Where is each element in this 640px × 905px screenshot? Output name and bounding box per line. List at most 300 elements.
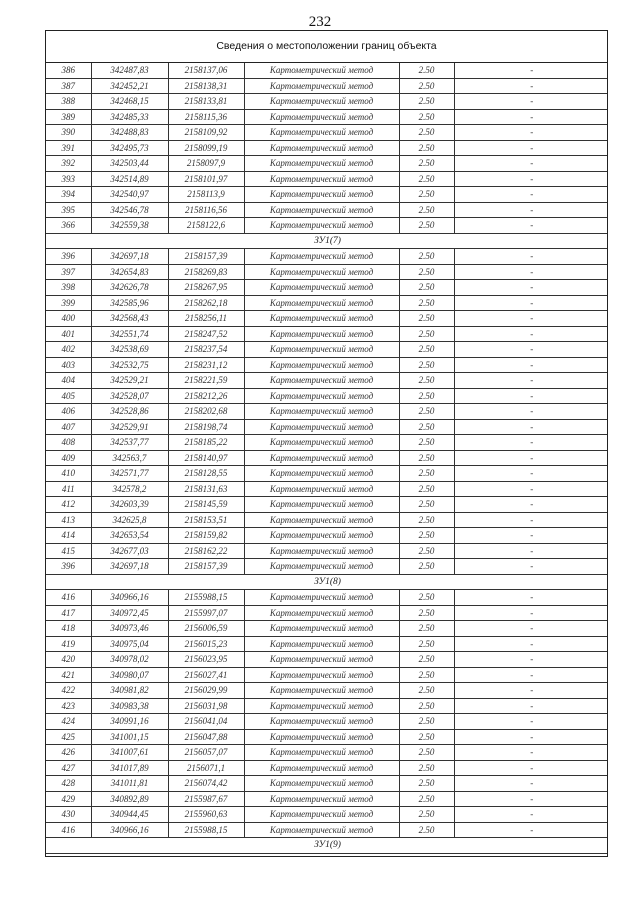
accuracy-cell: 2.50 [399,187,454,203]
y-coordinate-cell: 2156041,04 [168,714,244,730]
description-cell: - [454,822,608,838]
table-row [46,373,608,389]
section-row [46,838,608,854]
point-number-cell: 426 [46,745,91,761]
y-coordinate-cell: 2156006,59 [168,621,244,637]
point-number-cell: 386 [46,63,91,78]
y-coordinate-cell: 2156029,99 [168,683,244,699]
table-row [46,481,608,497]
description-cell: - [454,171,608,187]
y-coordinate-cell: 2155997,07 [168,605,244,621]
table-row [46,109,608,125]
method-cell: Картометрический метод [244,667,399,683]
accuracy-cell: 2.50 [399,822,454,838]
x-coordinate-cell: 340975,04 [91,636,168,652]
y-coordinate-cell: 2156015,23 [168,636,244,652]
description-cell: - [454,543,608,559]
method-cell: Картометрический метод [244,156,399,172]
y-coordinate-cell: 2158099,19 [168,140,244,156]
accuracy-cell: 2.50 [399,125,454,141]
table-row [46,605,608,621]
table-row [46,419,608,435]
y-coordinate-cell: 2158162,22 [168,543,244,559]
x-coordinate-cell: 342485,33 [91,109,168,125]
method-cell: Картометрический метод [244,636,399,652]
table-row [46,590,608,606]
description-cell: - [454,419,608,435]
table-row [46,435,608,451]
description-cell: - [454,466,608,482]
point-number-cell: 400 [46,311,91,327]
section-row [46,233,608,249]
x-coordinate-cell: 342568,43 [91,311,168,327]
description-cell: - [454,667,608,683]
point-number-cell: 402 [46,342,91,358]
method-cell: Картометрический метод [244,419,399,435]
point-number-cell: 405 [46,388,91,404]
method-cell: Картометрический метод [244,357,399,373]
description-cell: - [454,729,608,745]
point-number-cell: 366 [46,218,91,234]
table-row [46,559,608,575]
method-cell: Картометрический метод [244,590,399,606]
method-cell: Картометрический метод [244,311,399,327]
point-number-cell: 421 [46,667,91,683]
method-cell: Картометрический метод [244,94,399,110]
y-coordinate-cell: 2156071,1 [168,760,244,776]
table-row [46,404,608,420]
description-cell: - [454,450,608,466]
accuracy-cell: 2.50 [399,109,454,125]
point-number-cell: 422 [46,683,91,699]
y-coordinate-cell: 2155960,63 [168,807,244,823]
y-coordinate-cell: 2158157,39 [168,559,244,575]
description-cell: - [454,559,608,575]
y-coordinate-cell: 2155988,15 [168,822,244,838]
x-coordinate-cell: 341017,89 [91,760,168,776]
accuracy-cell: 2.50 [399,497,454,513]
method-cell: Картометрический метод [244,218,399,234]
accuracy-cell: 2.50 [399,295,454,311]
y-coordinate-cell: 2158140,97 [168,450,244,466]
y-coordinate-cell: 2158221,59 [168,373,244,389]
point-number-cell: 417 [46,605,91,621]
x-coordinate-cell: 340983,38 [91,698,168,714]
table-row [46,249,608,265]
point-number-cell: 396 [46,559,91,575]
table-row [46,78,608,94]
point-number-cell: 427 [46,760,91,776]
description-cell: - [454,342,608,358]
page-number: 232 [308,14,332,30]
method-cell: Картометрический метод [244,497,399,513]
x-coordinate-cell: 341007,61 [91,745,168,761]
x-coordinate-cell: 340973,46 [91,621,168,637]
point-number-cell: 397 [46,264,91,280]
accuracy-cell: 2.50 [399,729,454,745]
description-cell: - [454,373,608,389]
table-row [46,466,608,482]
table-row [46,667,608,683]
x-coordinate-cell: 342528,07 [91,388,168,404]
description-cell: - [454,698,608,714]
description-cell: - [454,497,608,513]
description-cell: - [454,636,608,652]
y-coordinate-cell: 2158157,39 [168,249,244,265]
point-number-cell: 429 [46,791,91,807]
x-coordinate-cell: 342495,73 [91,140,168,156]
point-number-cell: 419 [46,636,91,652]
description-cell: - [454,218,608,234]
y-coordinate-cell: 2158145,59 [168,497,244,513]
description-cell: - [454,94,608,110]
table-row [46,760,608,776]
y-coordinate-cell: 2156074,42 [168,776,244,792]
table-row [46,218,608,234]
x-coordinate-cell: 342452,21 [91,78,168,94]
x-coordinate-cell: 340991,16 [91,714,168,730]
table-row [46,280,608,296]
accuracy-cell: 2.50 [399,714,454,730]
description-cell: - [454,156,608,172]
method-cell: Картометрический метод [244,652,399,668]
x-coordinate-cell: 340944,45 [91,807,168,823]
description-cell: - [454,760,608,776]
method-cell: Картометрический метод [244,125,399,141]
description-cell: - [454,714,608,730]
table-row [46,125,608,141]
x-coordinate-cell: 342503,44 [91,156,168,172]
point-number-cell: 412 [46,497,91,513]
method-cell: Картометрический метод [244,481,399,497]
coordinates-table-body [46,63,608,853]
point-number-cell: 423 [46,698,91,714]
point-number-cell: 413 [46,512,91,528]
table-row [46,357,608,373]
y-coordinate-cell: 2158133,81 [168,94,244,110]
table-row [46,156,608,172]
table-row [46,512,608,528]
y-coordinate-cell: 2158198,74 [168,419,244,435]
accuracy-cell: 2.50 [399,590,454,606]
point-number-cell: 407 [46,419,91,435]
method-cell: Картометрический метод [244,109,399,125]
y-coordinate-cell: 2156047,88 [168,729,244,745]
table-row [46,776,608,792]
table-row [46,311,608,327]
accuracy-cell: 2.50 [399,388,454,404]
method-cell: Картометрический метод [244,404,399,420]
description-cell: - [454,326,608,342]
accuracy-cell: 2.50 [399,63,454,78]
x-coordinate-cell: 342563,7 [91,450,168,466]
coordinates-table [46,63,608,854]
point-number-cell: 392 [46,156,91,172]
method-cell: Картометрический метод [244,512,399,528]
accuracy-cell: 2.50 [399,621,454,637]
accuracy-cell: 2.50 [399,78,454,94]
method-cell: Картометрический метод [244,559,399,575]
description-cell: - [454,140,608,156]
x-coordinate-cell: 342625,8 [91,512,168,528]
accuracy-cell: 2.50 [399,342,454,358]
accuracy-cell: 2.50 [399,435,454,451]
y-coordinate-cell: 2158237,54 [168,342,244,358]
accuracy-cell: 2.50 [399,543,454,559]
accuracy-cell: 2.50 [399,512,454,528]
point-number-cell: 391 [46,140,91,156]
section-label: ЗУ1(9) [46,838,608,854]
x-coordinate-cell: 342697,18 [91,559,168,575]
description-cell: - [454,745,608,761]
x-coordinate-cell: 342488,83 [91,125,168,141]
description-cell: - [454,776,608,792]
table-row [46,698,608,714]
method-cell: Картометрический метод [244,342,399,358]
y-coordinate-cell: 2158122,6 [168,218,244,234]
x-coordinate-cell: 342559,38 [91,218,168,234]
y-coordinate-cell: 2158159,82 [168,528,244,544]
x-coordinate-cell: 340980,07 [91,667,168,683]
accuracy-cell: 2.50 [399,171,454,187]
table-row [46,342,608,358]
accuracy-cell: 2.50 [399,264,454,280]
x-coordinate-cell: 342653,54 [91,528,168,544]
method-cell: Картометрический метод [244,714,399,730]
y-coordinate-cell: 2158137,06 [168,63,244,78]
point-number-cell: 414 [46,528,91,544]
point-number-cell: 411 [46,481,91,497]
table-row [46,636,608,652]
x-coordinate-cell: 340978,02 [91,652,168,668]
point-number-cell: 425 [46,729,91,745]
accuracy-cell: 2.50 [399,357,454,373]
accuracy-cell: 2.50 [399,481,454,497]
y-coordinate-cell: 2158109,92 [168,125,244,141]
description-cell: - [454,249,608,265]
y-coordinate-cell: 2158113,9 [168,187,244,203]
table-row [46,528,608,544]
table-row [46,822,608,838]
accuracy-cell: 2.50 [399,419,454,435]
method-cell: Картометрический метод [244,807,399,823]
y-coordinate-cell: 2156023,95 [168,652,244,668]
y-coordinate-cell: 2158256,11 [168,311,244,327]
point-number-cell: 393 [46,171,91,187]
accuracy-cell: 2.50 [399,326,454,342]
description-cell: - [454,280,608,296]
point-number-cell: 409 [46,450,91,466]
x-coordinate-cell: 342571,77 [91,466,168,482]
x-coordinate-cell: 342697,18 [91,249,168,265]
section-label: ЗУ1(7) [46,233,608,249]
point-number-cell: 418 [46,621,91,637]
x-coordinate-cell: 342528,86 [91,404,168,420]
description-cell: - [454,109,608,125]
table-row [46,497,608,513]
accuracy-cell: 2.50 [399,559,454,575]
table-row [46,543,608,559]
description-cell: - [454,590,608,606]
description-cell: - [454,807,608,823]
method-cell: Картометрический метод [244,621,399,637]
y-coordinate-cell: 2158231,12 [168,357,244,373]
method-cell: Картометрический метод [244,605,399,621]
point-number-cell: 398 [46,280,91,296]
y-coordinate-cell: 2158101,97 [168,171,244,187]
x-coordinate-cell: 342487,83 [91,63,168,78]
method-cell: Картометрический метод [244,745,399,761]
description-cell: - [454,388,608,404]
x-coordinate-cell: 342532,75 [91,357,168,373]
method-cell: Картометрический метод [244,683,399,699]
point-number-cell: 428 [46,776,91,792]
method-cell: Картометрический метод [244,187,399,203]
method-cell: Картометрический метод [244,140,399,156]
accuracy-cell: 2.50 [399,683,454,699]
description-cell: - [454,528,608,544]
x-coordinate-cell: 342529,21 [91,373,168,389]
x-coordinate-cell: 342529,91 [91,419,168,435]
table-row [46,326,608,342]
y-coordinate-cell: 2158269,83 [168,264,244,280]
accuracy-cell: 2.50 [399,698,454,714]
x-coordinate-cell: 342540,97 [91,187,168,203]
accuracy-cell: 2.50 [399,450,454,466]
description-cell: - [454,264,608,280]
y-coordinate-cell: 2158138,31 [168,78,244,94]
description-cell: - [454,683,608,699]
x-coordinate-cell: 342468,15 [91,94,168,110]
x-coordinate-cell: 340966,16 [91,590,168,606]
point-number-cell: 408 [46,435,91,451]
x-coordinate-cell: 342551,74 [91,326,168,342]
method-cell: Картометрический метод [244,78,399,94]
y-coordinate-cell: 2156057,07 [168,745,244,761]
point-number-cell: 416 [46,590,91,606]
description-cell: - [454,125,608,141]
table-row [46,683,608,699]
method-cell: Картометрический метод [244,171,399,187]
point-number-cell: 420 [46,652,91,668]
description-cell: - [454,357,608,373]
point-number-cell: 404 [46,373,91,389]
table-row [46,140,608,156]
table-row [46,202,608,218]
x-coordinate-cell: 342654,83 [91,264,168,280]
point-number-cell: 399 [46,295,91,311]
point-number-cell: 387 [46,78,91,94]
accuracy-cell: 2.50 [399,791,454,807]
x-coordinate-cell: 342603,39 [91,497,168,513]
accuracy-cell: 2.50 [399,249,454,265]
section-label: ЗУ1(8) [46,574,608,590]
x-coordinate-cell: 342537,77 [91,435,168,451]
table-row [46,264,608,280]
method-cell: Картометрический метод [244,543,399,559]
accuracy-cell: 2.50 [399,404,454,420]
description-cell: - [454,512,608,528]
accuracy-cell: 2.50 [399,760,454,776]
table-row [46,714,608,730]
description-cell: - [454,202,608,218]
method-cell: Картометрический метод [244,760,399,776]
point-number-cell: 415 [46,543,91,559]
method-cell: Картометрический метод [244,326,399,342]
y-coordinate-cell: 2158097,9 [168,156,244,172]
accuracy-cell: 2.50 [399,667,454,683]
method-cell: Картометрический метод [244,698,399,714]
y-coordinate-cell: 2158115,36 [168,109,244,125]
table-row [46,63,608,78]
y-coordinate-cell: 2158131,63 [168,481,244,497]
method-cell: Картометрический метод [244,280,399,296]
method-cell: Картометрический метод [244,63,399,78]
table-header-title: Сведения о местоположении границ объекта [46,31,607,63]
accuracy-cell: 2.50 [399,605,454,621]
y-coordinate-cell: 2158267,95 [168,280,244,296]
boundary-table-frame [45,30,608,857]
method-cell: Картометрический метод [244,729,399,745]
method-cell: Картометрический метод [244,466,399,482]
accuracy-cell: 2.50 [399,202,454,218]
y-coordinate-cell: 2158116,56 [168,202,244,218]
method-cell: Картометрический метод [244,791,399,807]
x-coordinate-cell: 342578,2 [91,481,168,497]
table-row [46,652,608,668]
method-cell: Картометрический метод [244,450,399,466]
description-cell: - [454,404,608,420]
y-coordinate-cell: 2158128,55 [168,466,244,482]
description-cell: - [454,311,608,327]
description-cell: - [454,295,608,311]
table-row [46,450,608,466]
accuracy-cell: 2.50 [399,528,454,544]
y-coordinate-cell: 2156031,98 [168,698,244,714]
y-coordinate-cell: 2158262,18 [168,295,244,311]
accuracy-cell: 2.50 [399,466,454,482]
x-coordinate-cell: 340972,45 [91,605,168,621]
point-number-cell: 406 [46,404,91,420]
point-number-cell: 388 [46,94,91,110]
x-coordinate-cell: 340981,82 [91,683,168,699]
x-coordinate-cell: 342546,78 [91,202,168,218]
y-coordinate-cell: 2158212,26 [168,388,244,404]
accuracy-cell: 2.50 [399,280,454,296]
point-number-cell: 389 [46,109,91,125]
point-number-cell: 424 [46,714,91,730]
method-cell: Картометрический метод [244,295,399,311]
y-coordinate-cell: 2158202,68 [168,404,244,420]
point-number-cell: 416 [46,822,91,838]
table-row [46,621,608,637]
point-number-cell: 430 [46,807,91,823]
y-coordinate-cell: 2158153,51 [168,512,244,528]
description-cell: - [454,187,608,203]
x-coordinate-cell: 340892,89 [91,791,168,807]
description-cell: - [454,481,608,497]
y-coordinate-cell: 2158247,52 [168,326,244,342]
point-number-cell: 403 [46,357,91,373]
table-row [46,187,608,203]
description-cell: - [454,605,608,621]
point-number-cell: 390 [46,125,91,141]
accuracy-cell: 2.50 [399,218,454,234]
accuracy-cell: 2.50 [399,311,454,327]
section-row [46,574,608,590]
table-row [46,94,608,110]
method-cell: Картометрический метод [244,435,399,451]
